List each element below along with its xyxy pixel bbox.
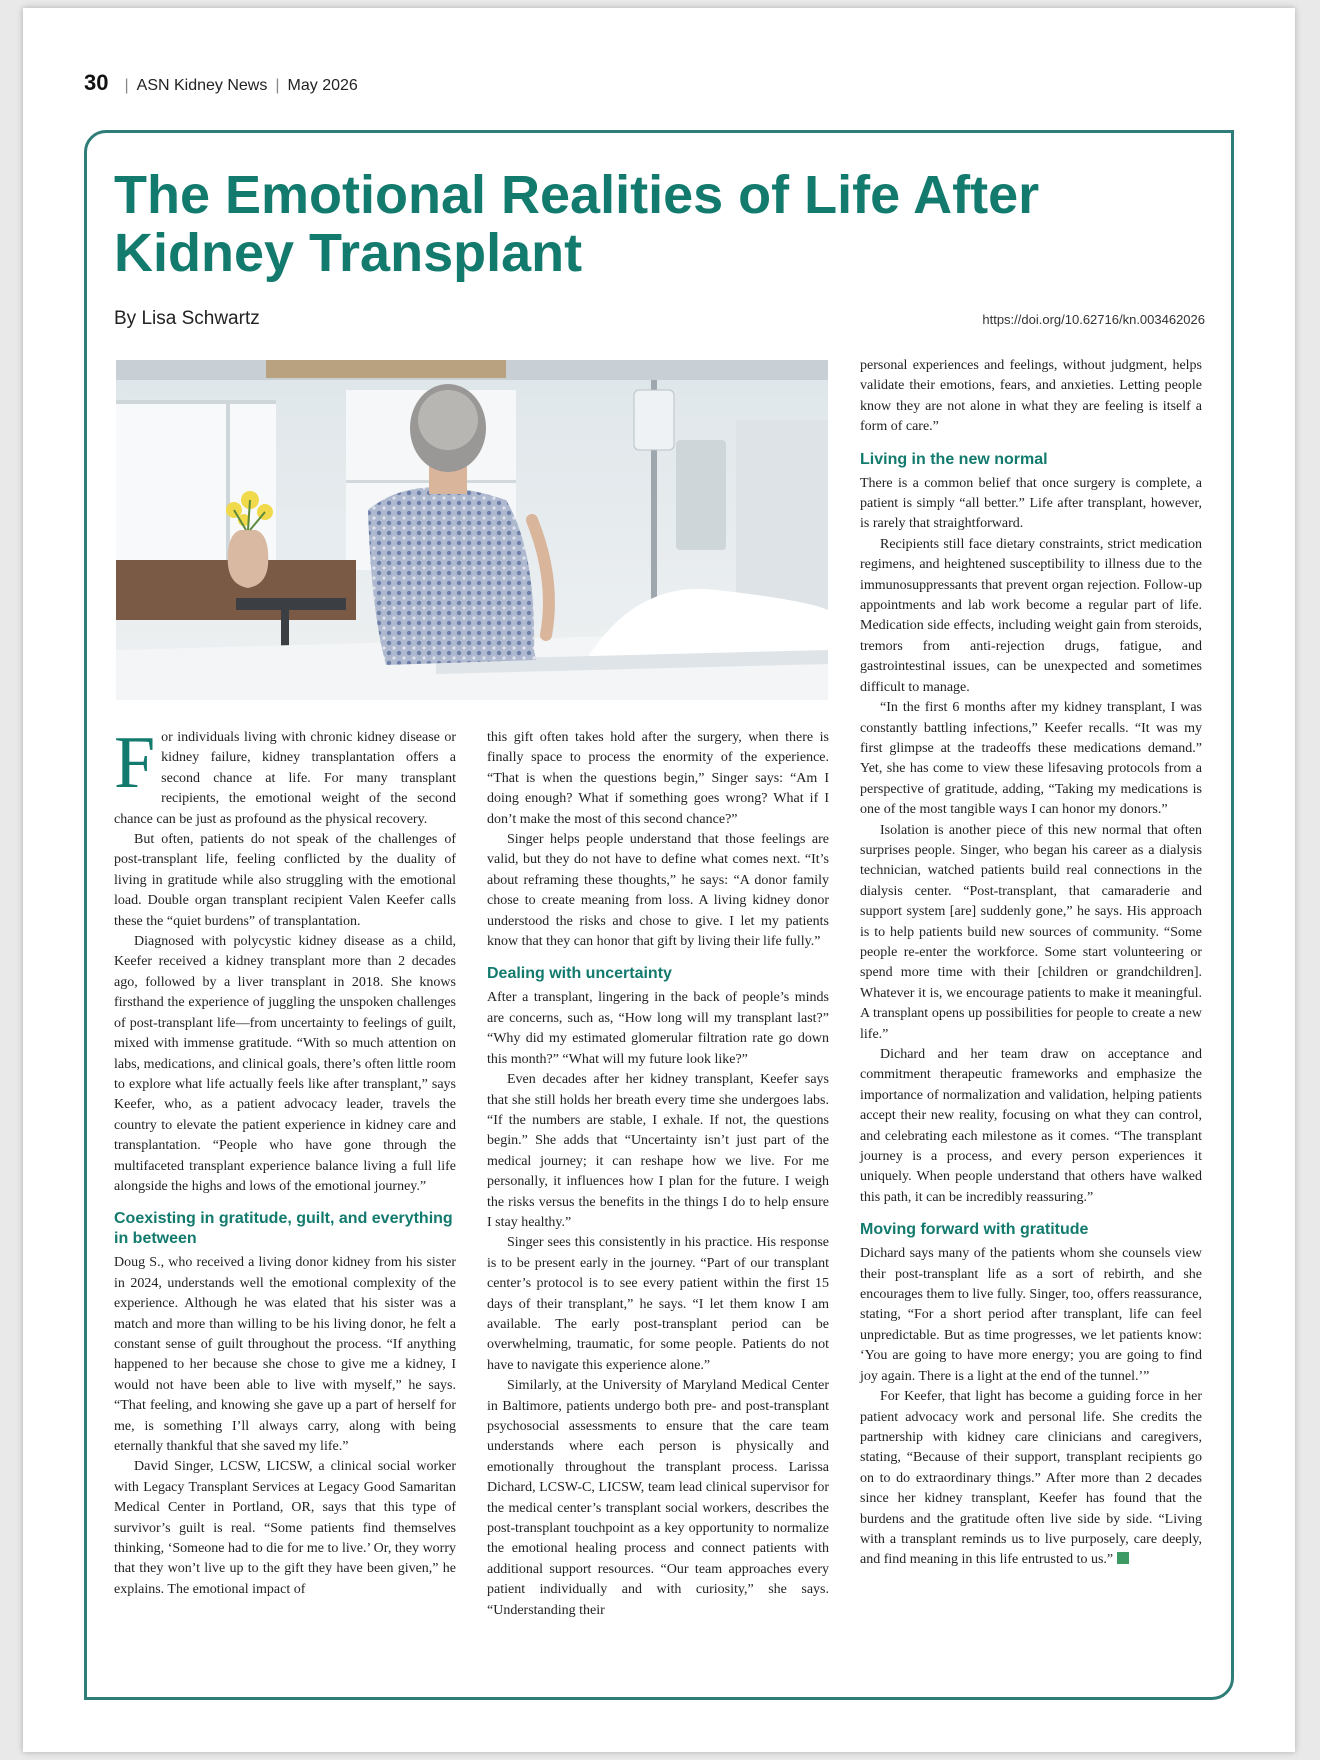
article-photo bbox=[116, 360, 828, 700]
paragraph bbox=[114, 722, 456, 830]
byline: By Lisa Schwartz bbox=[114, 308, 260, 329]
paragraph: Even decades after her kidney transplant, Keefer says that she still holds her breath every time she undergoes labs. “If the numbers are stable, I exhale. If not, the questions begin.” She adds that “Uncertainty isn’t just part of the medical journey; it can reshape how we live. For me personally, it influences how I plan for the future. I weigh the risks versus the benefits in the things I do to help ensure I stay healthy.” bbox=[487, 1072, 829, 1230]
section-heading: Living in the new normal bbox=[860, 450, 1048, 468]
paragraph: Recipients still face dietary constraints, strict medication regimens, and heightened susceptibility to illness due to the immunosuppressants that prevent organ rejection. Follow-up appointments and lab work become a regular part of life. Medication side effects, including weight gain from steroids, tremors from anti-rejection drugs, fatigue, and gastrointestinal issues, can be unexpected and sometimes difficult to manage. bbox=[860, 536, 1202, 695]
paragraph: But often, patients do not speak of the challenges of post-transplant life, feeling conflicted by the duality of living in gratitude while also struggling with the emotional load. Double organ transplant recipient Valen Keefer calls these the “quiet burdens” of transplantation. bbox=[114, 832, 456, 929]
article-title: The Emotional Realities of Life After Kidney Transplant bbox=[114, 165, 1040, 283]
paragraph: After a transplant, lingering in the back of people’s minds are concerns, such as, “How long will my transplant last?” “Why did my estimated glomerular filtration rate go down this month?” “What will my future look like?” bbox=[487, 990, 829, 1067]
section-heading: Coexisting in gratitude, guilt, and everything in between bbox=[114, 1210, 453, 1248]
article-column-2 bbox=[487, 728, 829, 1621]
drop-cap: F bbox=[114, 722, 156, 804]
header-separator: | bbox=[124, 77, 129, 94]
paragraph: Doug S., who received a living donor kidney from his sister in 2024, understands well the emotional complexity of the experience. Although he was elated that his sister was a match and more than willing to be his living donor, he felt a constant sense of guilt throughout the process. “If anything happened to her because she chose to give me a kidney, I would not have been able to live with myself,” he says. “That feeling, and knowing she gave up a part of herself for me, is something I’ll always carry, along with being eternally thankful that she saved my life.” bbox=[114, 1255, 456, 1454]
article-column-1 bbox=[114, 722, 456, 1600]
paragraph: Dichard says many of the patients whom she counsels view their post-transplant life as a sort of rebirth, and she encourages them to live fully. Singer, too, offers reassurance, stating, “For a short period after transplant, life can feel unpredictable. But as time progresses, we let patients know: ‘You are going to have more energy; you are going to find joy again. There is a light at the end of the tunnel.’” bbox=[860, 1246, 1202, 1384]
section-heading: Dealing with uncertainty bbox=[487, 965, 672, 983]
doi-link[interactable]: https://doi.org/10.62716/kn.003462026 bbox=[982, 312, 1205, 327]
lead-text: or individuals living with chronic kidney disease or kidney failure, kidney transplantation offers a second chance at life. For many transplant recipients, the emotional weight of the second chance can be just as profound as the physical recovery. bbox=[114, 730, 456, 827]
paragraph: Isolation is another piece of this new normal that often surprises people. Singer, who began his career as a dialysis technician, watched patients build real connections in the dialysis center. “Post-transplant, that camaraderie and support system [are] suddenly gone,” he says. His approach is to help patients build new sources of community. “Some people re-enter the workforce. Some start volunteering or spend more time with their [children or grandchildren]. Whatever it is, we encourage patients to make it meaningful. A transplant opens up possibilities for people to create a new life.” bbox=[860, 822, 1202, 1042]
paragraph: “In the first 6 months after my kidney transplant, I was constantly battling infections,” Keefer recalls. “It was my first glimpse at the tradeoffs these medications demand.” Yet, she has come to view these lifesaving protocols from a perspective of gratitude, adding, “Taking my medications is one of the most tangible ways I can honor my donors.” bbox=[860, 700, 1202, 818]
publication-name: ASN Kidney News bbox=[136, 77, 268, 94]
patient-on-hospital-bed-illustration bbox=[116, 360, 828, 700]
final-paragraph-text: For Keefer, that light has become a guiding force in her patient advocacy work and personal life. She credits the partnership with kidney care clinicians and caregivers, stating, “Because of their support, transplant recipients go on to do extraordinary things.” After more than 2 decades since her kidney transplant, Keefer has found that the burdens and the gratitude often live side by side. “Living with a transplant reminds us to live purposely, care deeply, and find meaning in this life entrusted to us.” bbox=[860, 1389, 1202, 1568]
paragraph: personal experiences and feelings, without judgment, helps validate their emotions, fears, and anxieties. Letting people know they are not alone in what they are feeling is itself a form of care.” bbox=[860, 358, 1202, 435]
paragraph bbox=[860, 1387, 1202, 1571]
paragraph: this gift often takes hold after the surgery, when there is finally space to process the enormity of the experience. “That is when the questions begin,” Singer says: “Am I doing enough? What if something goes wrong? What if I don’t make the most of this second chance?” bbox=[487, 730, 829, 827]
paragraph: There is a common belief that once surgery is complete, a patient is simply “all better.” Life after transplant, however, is rarely that straightforward. bbox=[860, 475, 1202, 532]
paragraph: Dichard and her team draw on acceptance and commitment therapeutic frameworks and emphasize the importance of normalization and validation, helping patients accept their new reality, focusing on what they can control, and celebrating each milestone as it comes. “The transplant journey is a process, and every person experiences it uniquely. When people understand that others have walked this path, it can be incredibly reassuring.” bbox=[860, 1047, 1202, 1205]
end-of-article-icon bbox=[1117, 1552, 1129, 1564]
issue-date: May 2026 bbox=[287, 77, 358, 94]
section-heading: Moving forward with gratitude bbox=[860, 1221, 1089, 1239]
page-number: 30 bbox=[84, 70, 109, 95]
paragraph: David Singer, LCSW, LICSW, a clinical social worker with Legacy Transplant Services at Legacy Good Samaritan Medical Center in Portland, OR, says that this type of survivor’s guilt is real. “Some patients find themselves thinking, ‘Someone had to die for me to live.’ Or, they worry that they won’t live up to the gift they have been given,” he explains. The emotional impact of bbox=[114, 1459, 456, 1597]
paragraph: Diagnosed with polycystic kidney disease as a child, Keefer received a kidney transplant more than 2 decades ago, followed by a liver transplant in 2018. She knows firsthand the experience of juggling the unspoken challenges of post-transplant life—from uncertainty to feelings of guilt, mixed with immense gratitude. “With so much attention on labs, medications, and clinical goals, there’s often little room to explore what life actually feels like after transplant,” says Keefer, who, as a patient advocacy leader, travels the country to elevate the patient experience in kidney care and transplantation. “People who have gone through the multifaceted transplant experience balance living a full life alongside the highs and lows of the emotional journey.” bbox=[114, 934, 456, 1194]
page-header bbox=[84, 70, 358, 96]
paragraph: Similarly, at the University of Maryland Medical Center in Baltimore, patients undergo both pre- and post-transplant psychosocial assessments to ensure that the care team understands where each person is physically and emotionally throughout the transplant process. Larissa Dichard, LCSW-C, LICSW, team lead clinical supervisor for the medical center’s transplant social workers, describes the post-transplant touchpoint as a key opportunity to normalize the emotional healing process and connect patients with additional support resources. “Our team approaches every patient individually and with curiosity,” she says. “Understanding their bbox=[487, 1378, 829, 1618]
paragraph: Singer helps people understand that those feelings are valid, but they do not have to define what comes next. “It’s about reframing these thoughts,” he says: “A donor family chose to create meaning from loss. A living kidney donor understood the risks and chose to give. I let my patients know that they can honor that gift by living their life fully.” bbox=[487, 832, 829, 950]
header-separator: | bbox=[275, 77, 280, 94]
article-column-3 bbox=[860, 356, 1202, 1571]
paragraph: Singer sees this consistently in his practice. His response is to be present early in the journey. “Part of our transplant center’s protocol is to see every patient within the first 15 days of their transplant,” he says. “I let them know I am available. The early post-transplant period can be overwhelming, traumatic, for some people. Patients do not have to navigate this experience alone.” bbox=[487, 1235, 829, 1373]
